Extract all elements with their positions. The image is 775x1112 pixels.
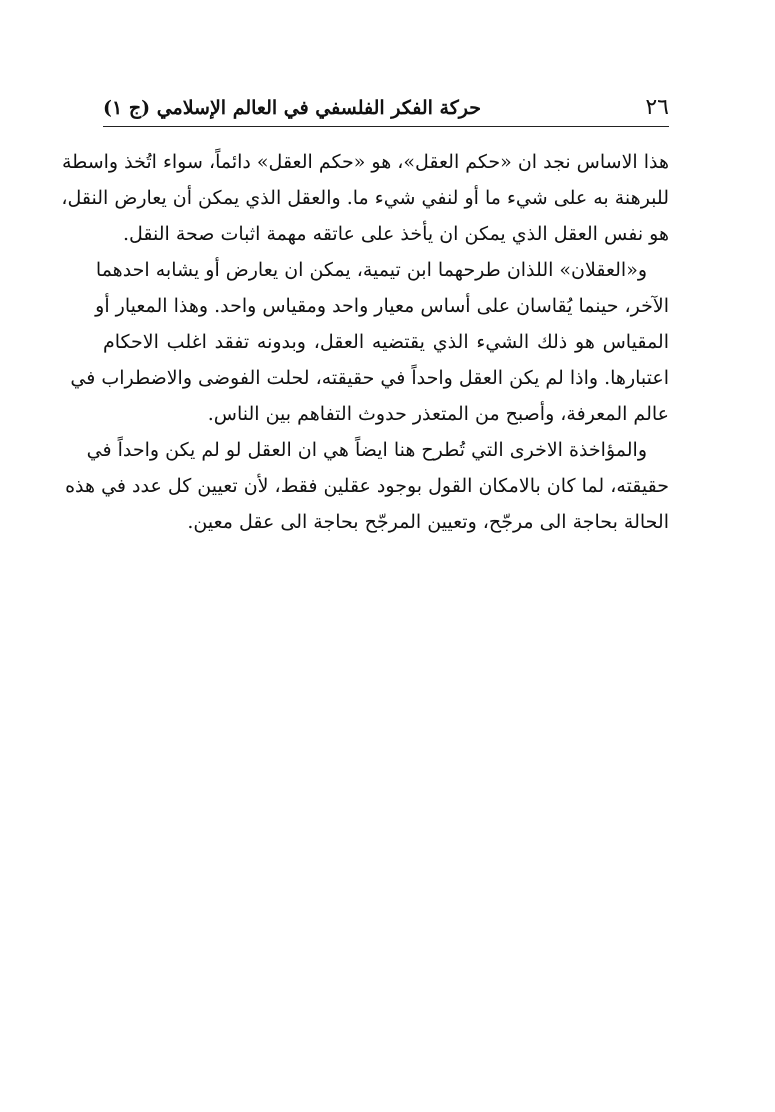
header-rule (103, 126, 669, 127)
text-line: الحالة بحاجة الى مرجّح، وتعيين المرجّح بحاجة الى عقل معين. (187, 511, 669, 533)
text-line: للبرهنة به على شيء ما أو لنفي شيء ما. والعقل الذي يمكن أن يعارض النقل، (61, 187, 669, 209)
body-text (61, 144, 669, 540)
text-line: اعتبارها. واذا لم يكن العقل واحداً في حقيقته، لحلت الفوضى والاضطراب في (70, 367, 669, 389)
page-number: ٢٦ (645, 95, 669, 120)
text-line: الآخر، حينما يُقاسان على أساس معيار واحد ومقياس واحد. وهذا المعيار أو (95, 295, 669, 317)
paragraph-3 (65, 432, 669, 540)
text-line: هذا الاساس نجد ان «حكم العقل»، هو «حكم العقل» دائماً، سواء اتُخذ واسطة (61, 151, 669, 173)
text-line: المقياس هو ذلك الشيء الذي يقتضيه العقل، وبدونه تفقد اغلب الاحكام (103, 331, 669, 353)
text-line: هو نفس العقل الذي يمكن ان يأخذ على عاتقه مهمة اثبات صحة النقل. (122, 223, 669, 245)
running-title: حركة الفكر الفلسفي في العالم الإسلامي (ج ١) (103, 97, 482, 119)
text-line: عالم المعرفة، وأصبح من المتعذر حدوث التفاهم بين الناس. (207, 403, 669, 425)
text-line: والمؤاخذة الاخرى التي تُطرح هنا ايضاً هي ان العقل لو لم يكن واحداً في (86, 439, 647, 461)
text-line: و«العقلان» اللذان طرحهما ابن تيمية، يمكن ان يعارض أو يشابه احدهما (95, 259, 647, 281)
text-line: حقيقته، لما كان بالامكان القول بوجود عقلين فقط، لأن تعيين كل عدد في هذه (65, 475, 669, 497)
page-header (103, 94, 669, 124)
paragraph-2 (70, 252, 669, 432)
paragraph-1 (61, 144, 669, 252)
